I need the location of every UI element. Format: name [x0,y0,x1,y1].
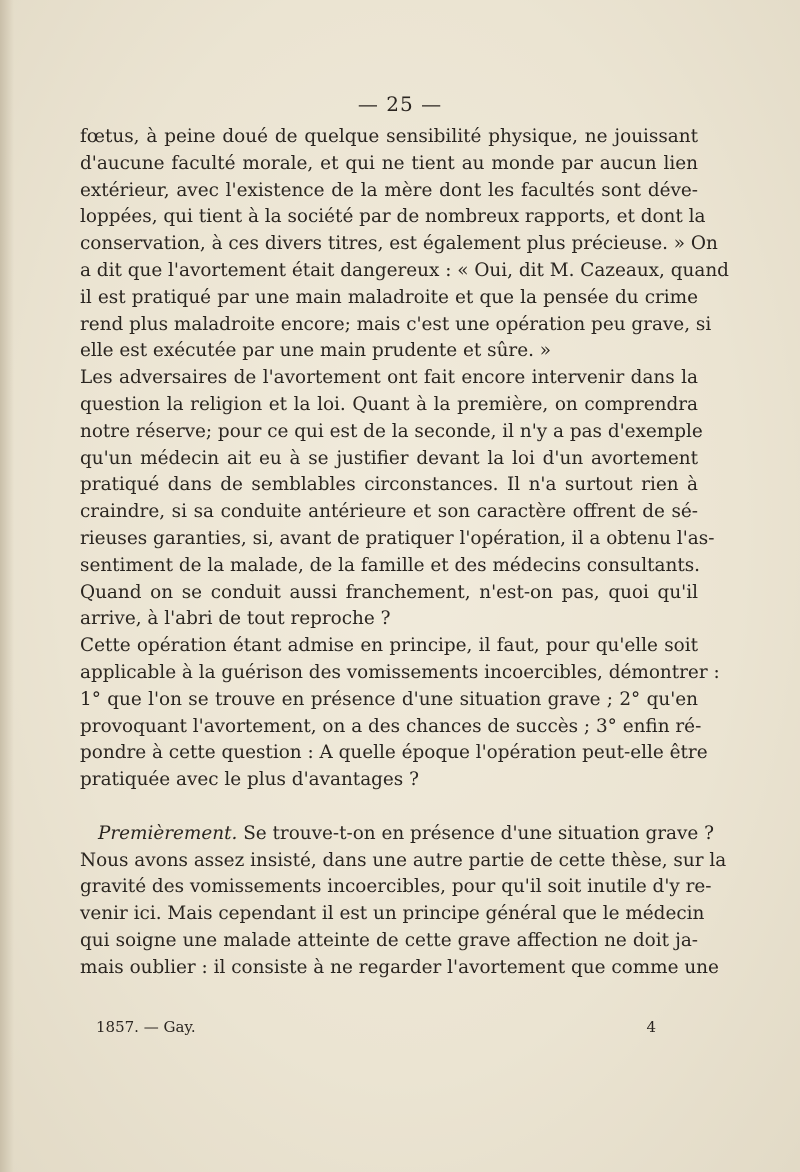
text-line: a dit que l'avortement était dangereux : « Oui, dit M. Cazeaux, quand [80,259,729,281]
text-line: il est pratiqué par une main maladroite et que la pensée du crime [80,286,698,308]
paragraph-1 [80,124,729,365]
text-line: extérieur, avec l'existence de la mère dont les facultés sont déve- [80,179,698,201]
text-line: qu'un médecin ait eu à se justifier devant la loi d'un avortement [80,447,698,469]
body-text [80,124,729,982]
paragraph-gap [80,794,698,821]
section-lead-rest: Se trouve-t-on en présence d'une situation grave ? [237,822,714,844]
text-line: conservation, à ces divers titres, est également plus précieuse. » On [80,233,718,255]
printer-signature: 1857. — Gay. [96,1018,196,1036]
text-line: d'aucune faculté morale, et qui ne tient au monde par aucun lien [80,152,698,174]
text-line: fœtus, à peine doué de quelque sensibilité physique, ne jouissant [80,126,698,147]
text-line: rieuses garanties, si, avant de pratiquer l'opération, il a obtenu l'as- [80,527,715,549]
text-line: gravité des vomissements incoercibles, pour qu'il soit inutile d'y re- [80,876,712,898]
text-line: qui soigne une malade atteinte de cette grave affection ne doit ja- [80,929,698,951]
text-line: Les adversaires de l'avortement ont fait encore intervenir dans la [80,367,698,389]
text-line: sentiment de la malade, de la famille et des médecins consultants. [80,554,701,576]
sheet-number: 4 [646,1018,656,1036]
text-line: elle est exécutée par une main prudente et sûre. » [80,340,552,362]
paragraph-4 [80,821,727,982]
text-line: provoquant l'avortement, on a des chances de succès ; 3° enfin ré- [80,715,702,737]
text-line: pratiquée avec le plus d'avantages ? [80,769,419,791]
page-number: — 25 — [357,92,443,116]
text-line: craindre, si sa conduite antérieure et son caractère offrent de sé- [80,501,698,523]
text-line: applicable à la guérison des vomissements incoercibles, démontrer : [80,661,720,683]
page-footer [96,1018,656,1040]
text-line: loppées, qui tient à la société par de nombreux rapports, et dont la [80,206,706,228]
paragraph-2 [80,365,715,633]
text-line: question la religion et la loi. Quant à la première, on comprendra [80,393,698,415]
text-line: pondre à cette question : A quelle époque l'opération peut-elle être [80,742,708,764]
text-line: Quand on se conduit aussi franchement, n'est-on pas, quoi qu'il [80,581,698,603]
page-edge-shadow [0,0,14,1172]
text-line: 1° que l'on se trouve en présence d'une situation grave ; 2° qu'en [80,688,698,710]
text-line: rend plus maladroite encore; mais c'est une opération peu grave, si [80,313,712,335]
section-lead: Premièrement. [98,822,238,844]
text-line: pratiqué dans de semblables circonstances. Il n'a surtout rien à [80,474,698,496]
text-line: notre réserve; pour ce qui est de la seconde, il n'y a pas d'exemple [80,420,703,442]
text-line: arrive, à l'abri de tout reproche ? [80,608,391,630]
text-line: Nous avons assez insisté, dans une autre partie de cette thèse, sur la [80,849,727,871]
paragraph-3 [80,633,720,794]
text-line: venir ici. Mais cependant il est un principe général que le médecin [80,903,705,925]
text-line: Cette opération étant admise en principe, il faut, pour qu'elle soit [80,635,698,657]
text-line [80,821,714,848]
text-line: mais oublier : il consiste à ne regarder l'avortement que comme une [80,956,719,978]
